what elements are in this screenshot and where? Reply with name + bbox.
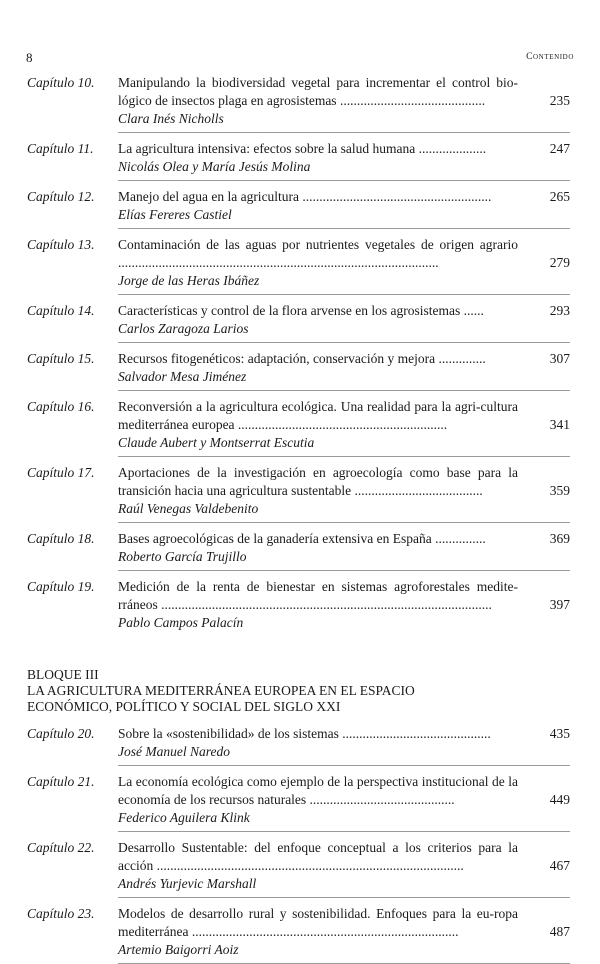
chapter-title: Manipulando la biodiversidad vegetal para incrementar el control bio-lógico de insectos plaga en agrosistemas ........................................... [118, 75, 518, 108]
toc-entry[interactable] [0, 464, 600, 523]
running-head: Contenido [526, 52, 574, 62]
toc-entry[interactable] [0, 839, 600, 898]
title-row [118, 773, 570, 809]
chapter-author: Pablo Campos Palacín [118, 615, 244, 630]
chapter-author: José Manuel Naredo [118, 744, 230, 759]
toc-entries-second [0, 725, 600, 964]
chapter-label: Capítulo 12. [27, 189, 95, 204]
entry-body [118, 302, 570, 337]
toc-entries-first [0, 74, 600, 637]
chapter-label: Capítulo 22. [27, 840, 95, 855]
chapter-author: Clara Inés Nicholls [118, 111, 224, 126]
chapter-label: Capítulo 17. [27, 465, 95, 480]
entry-body [118, 773, 570, 826]
page-reference: 279 [549, 255, 570, 270]
section-heading [27, 667, 600, 715]
chapter-label: Capítulo 11. [27, 141, 94, 156]
page-reference: 359 [549, 483, 570, 498]
title-row [118, 839, 570, 875]
entry-body [118, 839, 570, 892]
page-reference: 341 [549, 417, 570, 432]
section-title-line-1: LA AGRICULTURA MEDITERRÁNEA EUROPEA EN EL ESPACIO [27, 683, 415, 698]
chapter-label: Capítulo 23. [27, 906, 95, 921]
chapter-label: Capítulo 18. [27, 531, 95, 546]
chapter-author: Salvador Mesa Jiménez [118, 369, 247, 384]
section-title-line-2: ECONÓMICO, POLÍTICO Y SOCIAL DEL SIGLO XXI [27, 699, 341, 714]
chapter-title: Manejo del agua en la agricultura ........................................................ [118, 189, 492, 204]
page-reference: 293 [549, 303, 570, 318]
page-reference: 467 [549, 858, 570, 873]
entry-body [118, 398, 570, 451]
chapter-author: Jorge de las Heras Ibáñez [118, 273, 260, 288]
toc-entry[interactable] [0, 725, 600, 766]
chapter-title: Sobre la «sostenibilidad» de los sistemas ............................................ [118, 726, 491, 741]
chapter-label: Capítulo 21. [27, 774, 95, 789]
entry-body [118, 530, 570, 565]
toc-entry[interactable] [0, 398, 600, 457]
title-row [118, 905, 570, 941]
entry-body [118, 578, 570, 631]
chapter-author: Elías Fereres Castiel [118, 207, 232, 222]
chapter-label: Capítulo 10. [27, 75, 95, 90]
chapter-title: Medición de la renta de bienestar en sistemas agroforestales medite-rráneos .................................................................................................. [118, 579, 518, 612]
chapter-title: Contaminación de las aguas por nutrientes vegetales de origen agrario ............................................................................................... [118, 237, 518, 270]
title-row [118, 578, 570, 614]
chapter-author: Raúl Venegas Valdebenito [118, 501, 259, 516]
title-row [118, 74, 570, 110]
entry-body [118, 236, 570, 289]
entry-body [118, 188, 570, 223]
toc-entry[interactable] [0, 578, 600, 637]
toc-entry[interactable] [0, 905, 600, 964]
chapter-title: Recursos fitogenéticos: adaptación, conservación y mejora .............. [118, 351, 486, 366]
page-number: 8 [26, 50, 33, 65]
page-reference: 449 [549, 792, 570, 807]
page-reference: 307 [549, 351, 570, 366]
toc-entry[interactable] [0, 773, 600, 832]
title-row [118, 725, 570, 743]
entry-body [118, 464, 570, 517]
chapter-author: Roberto García Trujillo [118, 549, 247, 564]
chapter-title: Bases agroecológicas de la ganadería extensiva en España ............... [118, 531, 486, 546]
toc-entry[interactable] [0, 74, 600, 133]
chapter-author: Claude Aubert y Montserrat Escutia [118, 435, 315, 450]
chapter-label: Capítulo 20. [27, 726, 95, 741]
title-row [118, 398, 570, 434]
page-reference: 487 [549, 924, 570, 939]
page-reference: 369 [549, 531, 570, 546]
chapter-label: Capítulo 16. [27, 399, 95, 414]
toc-entry[interactable] [0, 350, 600, 391]
chapter-title: Modelos de desarrollo rural y sostenibilidad. Enfoques para la eu-ropa mediterránea ............................................................................... [118, 906, 518, 939]
toc-entry[interactable] [0, 140, 600, 181]
chapter-author: Nicolás Olea y María Jesús Molina [118, 159, 311, 174]
entry-body [118, 905, 570, 958]
title-row [118, 188, 570, 206]
entry-body [118, 350, 570, 385]
entry-body [118, 74, 570, 127]
chapter-title: La economía ecológica como ejemplo de la perspectiva institucional de la economía de los recursos naturales ........................................... [118, 774, 518, 807]
title-row [118, 350, 570, 368]
chapter-author: Federico Aguilera Klink [118, 810, 250, 825]
chapter-author: Andrés Yurjevic Marshall [118, 876, 257, 891]
page-reference: 435 [549, 726, 570, 741]
table-of-contents [0, 74, 600, 964]
chapter-title: Aportaciones de la investigación en agroecología como base para la transición hacia una agricultura sustentable ...................................... [118, 465, 518, 498]
chapter-author: Carlos Zaragoza Larios [118, 321, 249, 336]
chapter-label: Capítulo 19. [27, 579, 95, 594]
page-reference: 247 [549, 141, 570, 156]
entry-body [118, 140, 570, 175]
toc-entry[interactable] [0, 530, 600, 571]
title-row [118, 302, 570, 320]
title-row [118, 464, 570, 500]
chapter-label: Capítulo 14. [27, 303, 95, 318]
title-row [118, 530, 570, 548]
title-row [118, 236, 570, 272]
toc-entry[interactable] [0, 302, 600, 343]
chapter-author: Artemio Baigorri Aoiz [118, 942, 239, 957]
chapter-label: Capítulo 15. [27, 351, 95, 366]
entry-body [118, 725, 570, 760]
chapter-title: Reconversión a la agricultura ecológica. Una realidad para la agri-cultura mediterránea europea .............................................................. [118, 399, 518, 432]
toc-entry[interactable] [0, 236, 600, 295]
page-reference: 235 [549, 93, 570, 108]
page-reference: 397 [549, 597, 570, 612]
chapter-title: Características y control de la flora arvense en los agrosistemas ...... [118, 303, 484, 318]
section-block-label: BLOQUE III [27, 667, 99, 682]
page-reference: 265 [549, 189, 570, 204]
chapter-label: Capítulo 13. [27, 237, 95, 252]
title-row [118, 140, 570, 158]
toc-entry[interactable] [0, 188, 600, 229]
chapter-title: La agricultura intensiva: efectos sobre la salud humana .................... [118, 141, 487, 156]
chapter-title: Desarrollo Sustentable: del enfoque conceptual a los criterios para la acción ........................................................................................... [118, 840, 518, 873]
